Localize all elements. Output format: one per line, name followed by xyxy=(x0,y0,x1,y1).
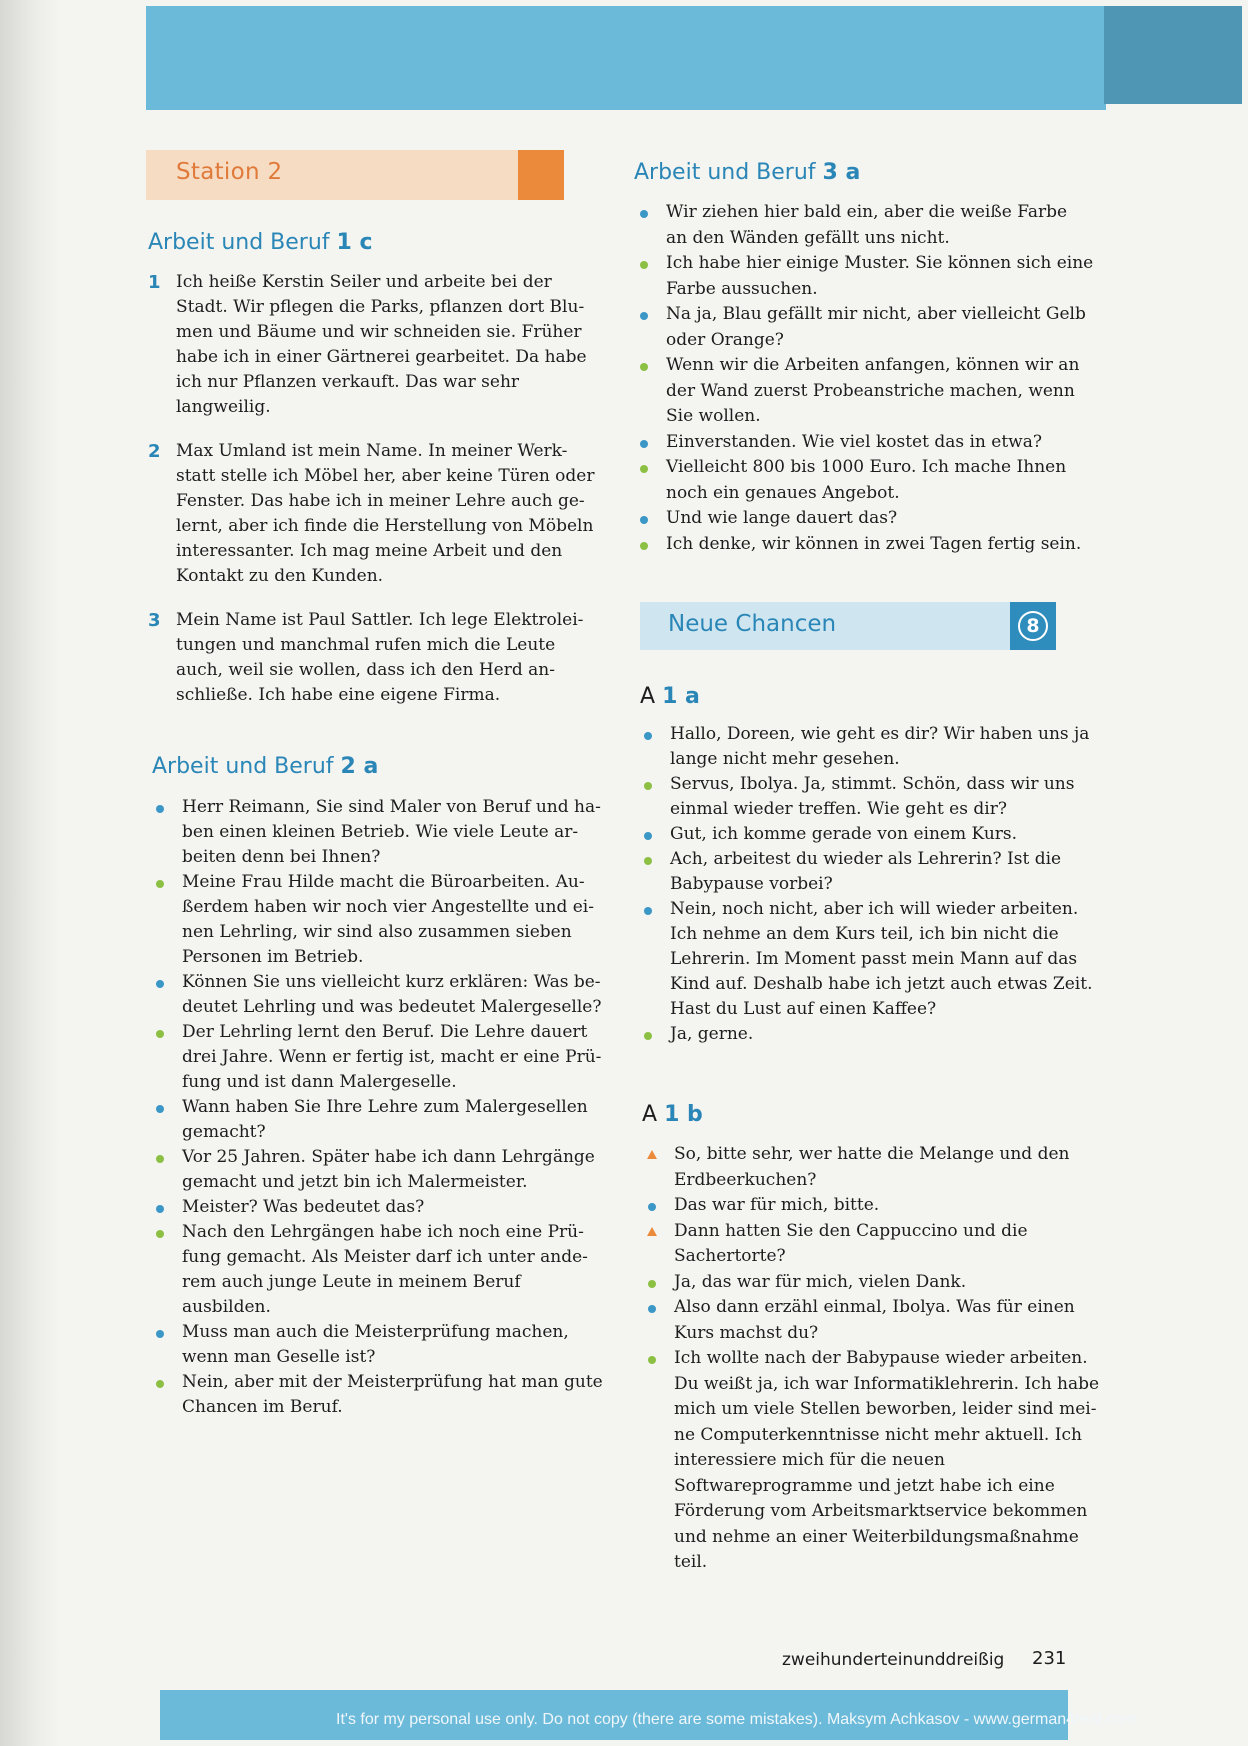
chapter-header xyxy=(640,602,1056,650)
text-line: deutet Lehrling und was bedeutet Malergeselle? xyxy=(182,997,602,1017)
dialog-line xyxy=(674,1193,879,1219)
text-number: 1 xyxy=(148,272,161,293)
dialog-line xyxy=(670,722,1089,772)
dialog-line xyxy=(666,251,1093,302)
green-speaker-dot-icon xyxy=(640,261,648,269)
triangle-speaker-icon xyxy=(647,1150,657,1159)
text-line: Wann haben Sie Ihre Lehre zum Malergesellen xyxy=(182,1097,588,1117)
text-line: Meister? Was bedeutet das? xyxy=(182,1197,425,1217)
page-number-word: zweihunderteinunddreißig xyxy=(782,1650,1005,1670)
blue-speaker-dot-icon xyxy=(156,980,164,988)
station-title: Station 2 xyxy=(176,159,283,185)
blue-speaker-dot-icon xyxy=(640,312,648,320)
book-spine-shadow xyxy=(0,0,60,1746)
dialog-line xyxy=(666,353,1079,430)
blue-speaker-dot-icon xyxy=(640,516,648,524)
top-color-band-corner xyxy=(1104,6,1242,104)
text-line: gemacht und jetzt bin ich Malermeister. xyxy=(182,1172,528,1192)
text-line: Wir ziehen hier bald ein, aber die weiße Farbe xyxy=(666,202,1068,222)
station-header xyxy=(146,150,564,200)
green-speaker-dot-icon xyxy=(644,857,652,865)
text-line: gemacht? xyxy=(182,1122,266,1142)
dialog-line xyxy=(182,1370,603,1420)
text-line: lernt, aber ich finde die Herstellung von Möbeln xyxy=(176,516,594,536)
heading-arbeit-und-beruf-2a xyxy=(152,754,378,779)
heading-prefix: Arbeit und Beruf xyxy=(148,230,330,255)
text-line: Herr Reimann, Sie sind Maler von Beruf und ha- xyxy=(182,797,601,817)
blue-speaker-dot-icon xyxy=(156,1105,164,1113)
green-speaker-dot-icon xyxy=(648,1356,656,1364)
text-line: Max Umland ist mein Name. In meiner Werk- xyxy=(176,441,568,461)
text-line: interessiere mich für die neuen xyxy=(674,1450,945,1470)
text-line: mich um viele Stellen beworben, leider sind mei- xyxy=(674,1399,1097,1419)
text-line: Na ja, Blau gefällt mir nicht, aber vielleicht Gelb xyxy=(666,304,1086,324)
text-line: Ja, das war für mich, vielen Dank. xyxy=(674,1271,967,1292)
text-line: Ich wollte nach der Babypause wieder arbeiten. xyxy=(674,1348,1088,1368)
text-line: Der Lehrling lernt den Beruf. Die Lehre dauert xyxy=(182,1022,588,1042)
watermark-text: It's for my personal use only. Do not copy (there are some mistakes). Maksym Achkasov - www.german4real.com xyxy=(336,1711,1137,1728)
text-line: fung gemacht. Als Meister darf ich unter ande- xyxy=(182,1247,588,1267)
dialog-line xyxy=(674,1295,1075,1346)
green-speaker-dot-icon xyxy=(156,1380,164,1388)
text-line: habe ich in einer Gärtnerei gearbeitet. Da habe xyxy=(176,347,587,367)
text-line: Kurs machst du? xyxy=(674,1322,819,1343)
blue-speaker-dot-icon xyxy=(648,1305,656,1313)
chapter-number-box xyxy=(1010,602,1056,650)
text-line: Softwareprogramme und jetzt habe ich eine xyxy=(674,1475,1055,1496)
heading-exercise-number: 3 a xyxy=(822,160,861,185)
text-line: an den Wänden gefällt uns nicht. xyxy=(666,227,950,248)
text-line: schließe. Ich habe eine eigene Firma. xyxy=(176,685,501,705)
green-speaker-dot-icon xyxy=(156,1155,164,1163)
text-line: So, bitte sehr, wer hatte die Melange und den xyxy=(674,1144,1070,1164)
heading-prefix: Arbeit und Beruf xyxy=(152,754,334,779)
text-line: Erdbeerkuchen? xyxy=(674,1169,817,1190)
text-line: langweilig. xyxy=(176,397,271,417)
blue-speaker-dot-icon xyxy=(640,210,648,218)
text-line: Chancen im Beruf. xyxy=(182,1397,343,1417)
dialog-line xyxy=(674,1142,1069,1193)
heading-prefix: Arbeit und Beruf xyxy=(634,160,816,185)
text-line: Sie wollen. xyxy=(666,406,761,426)
text-line: Farbe aussuchen. xyxy=(666,278,818,299)
heading-exercise-number: 1 c xyxy=(336,230,373,255)
green-speaker-dot-icon xyxy=(640,542,648,550)
dialog-line xyxy=(182,870,594,970)
text-line: Nein, noch nicht, aber ich will wieder arbeiten. xyxy=(670,899,1079,919)
numbered-text xyxy=(148,608,584,708)
station-accent-bar xyxy=(518,150,564,200)
text-line: Ich nehme an dem Kurs teil, ich bin nicht die xyxy=(670,924,1059,944)
text-line: men und Bäume und wir schneiden sie. Früher xyxy=(176,322,582,342)
text-line: Babypause vorbei? xyxy=(670,874,833,894)
text-line: Sachertorte? xyxy=(674,1246,786,1266)
text-line: Ich denke, wir können in zwei Tagen fertig sein. xyxy=(666,533,1082,554)
text-line: Lehrerin. Im Moment passt mein Mann auf das xyxy=(670,949,1078,969)
heading-prefix: A xyxy=(640,684,656,709)
dialog-line xyxy=(670,772,1074,822)
text-line: Servus, Ibolya. Ja, stimmt. Schön, dass wir uns xyxy=(670,774,1075,794)
dialog-line xyxy=(670,822,1017,847)
dialog-line xyxy=(674,1346,1099,1576)
blue-speaker-dot-icon xyxy=(648,1203,656,1211)
text-line: lange nicht mehr gesehen. xyxy=(670,749,900,769)
dialog-line xyxy=(670,897,1092,1022)
text-line: ich nur Pflanzen verkauft. Das war sehr xyxy=(176,372,520,392)
text-line: Vielleicht 800 bis 1000 Euro. Ich mache Ihnen xyxy=(666,457,1067,477)
heading-arbeit-und-beruf-1c xyxy=(148,230,373,255)
dialog-line xyxy=(182,795,601,870)
text-line: Dann hatten Sie den Cappuccino und die xyxy=(674,1220,1028,1241)
green-speaker-dot-icon xyxy=(156,1030,164,1038)
dialog-line xyxy=(182,1145,595,1195)
green-speaker-dot-icon xyxy=(640,363,648,371)
text-line: Kind auf. Deshalb habe ich jetzt auch etwas Zeit. xyxy=(670,974,1093,994)
dialog-line xyxy=(666,430,1042,456)
text-line: ben einen kleinen Betrieb. Wie viele Leute ar- xyxy=(182,822,579,842)
text-line: Also dann erzähl einmal, Ibolya. Was für einen xyxy=(674,1297,1075,1317)
text-line: interessanter. Ich mag meine Arbeit und den xyxy=(176,541,563,561)
text-line: oder Orange? xyxy=(666,329,784,350)
heading-a1a xyxy=(640,684,700,709)
green-speaker-dot-icon xyxy=(648,1280,656,1288)
text-line: Vor 25 Jahren. Später habe ich dann Lehrgänge xyxy=(182,1147,595,1167)
blue-speaker-dot-icon xyxy=(644,907,652,915)
chapter-title: Neue Chancen xyxy=(668,611,837,637)
green-speaker-dot-icon xyxy=(156,880,164,888)
text-line: tungen und manchmal rufen mich die Leute xyxy=(176,635,556,655)
dialog-line xyxy=(182,1320,569,1370)
dialog-line xyxy=(666,532,1081,558)
green-speaker-dot-icon xyxy=(640,465,648,473)
text-line: Ich habe hier einige Muster. Sie können sich eine xyxy=(666,253,1094,273)
text-line: Fenster. Das habe ich in meiner Lehre auch ge- xyxy=(176,491,585,511)
text-line: wenn man Geselle ist? xyxy=(182,1347,376,1367)
blue-speaker-dot-icon xyxy=(156,1205,164,1213)
heading-a1b xyxy=(642,1102,703,1127)
dialog-line xyxy=(674,1219,1028,1270)
text-line: Können Sie uns vielleicht kurz erklären: Was be- xyxy=(182,972,601,992)
dialog-line xyxy=(182,1220,588,1320)
text-line: Mein Name ist Paul Sattler. Ich lege Elektrolei- xyxy=(176,610,584,630)
blue-speaker-dot-icon xyxy=(156,805,164,813)
text-line: ausbilden. xyxy=(182,1297,271,1317)
dialog-line xyxy=(670,847,1061,897)
text-line: Und wie lange dauert das? xyxy=(666,508,898,528)
heading-arbeit-und-beruf-3a xyxy=(634,160,860,185)
text-line: Förderung vom Arbeitsmarktservice bekommen xyxy=(674,1501,1088,1521)
text-line: noch ein genaues Angebot. xyxy=(666,482,900,503)
text-line: rem auch junge Leute in meinem Beruf xyxy=(182,1272,521,1292)
text-line: ne Computerkenntnisse nicht mehr aktuell. Ich xyxy=(674,1424,1082,1445)
numbered-text xyxy=(148,270,587,420)
text-line: Muss man auch die Meisterprüfung machen, xyxy=(182,1322,569,1342)
triangle-speaker-icon xyxy=(647,1227,657,1236)
text-line: auch, weil sie wollen, dass ich den Herd an- xyxy=(176,660,555,680)
heading-exercise-number: 2 a xyxy=(340,754,379,779)
text-line: Nach den Lehrgängen habe ich noch eine Prü- xyxy=(182,1222,584,1242)
text-line: Personen im Betrieb. xyxy=(182,947,364,967)
blue-speaker-dot-icon xyxy=(156,1330,164,1338)
text-line: teil. xyxy=(674,1552,708,1572)
text-line: fung und ist dann Malergeselle. xyxy=(182,1072,457,1092)
heading-prefix: A xyxy=(642,1102,658,1127)
dialog-line xyxy=(666,302,1086,353)
page-number: 231 xyxy=(1032,1648,1067,1669)
dialog-line xyxy=(666,455,1066,506)
text-line: Stadt. Wir pflegen die Parks, pflanzen dort Blu- xyxy=(176,297,585,317)
text-line: Nein, aber mit der Meisterprüfung hat man gute xyxy=(182,1372,603,1392)
text-line: einmal wieder treffen. Wie geht es dir? xyxy=(670,799,1007,819)
text-number: 3 xyxy=(148,610,161,631)
dialog-line xyxy=(182,970,601,1020)
dialog-line xyxy=(666,200,1067,251)
green-speaker-dot-icon xyxy=(156,1230,164,1238)
dialog-line xyxy=(182,1095,588,1145)
text-line: Das war für mich, bitte. xyxy=(674,1195,880,1215)
text-line: nen Lehrling, wir sind also zusammen sieben xyxy=(182,922,572,942)
blue-speaker-dot-icon xyxy=(644,832,652,840)
text-line: Wenn wir die Arbeiten anfangen, können wir an xyxy=(666,355,1080,375)
top-color-band xyxy=(146,6,1106,110)
dialog-line xyxy=(182,1020,601,1095)
text-line: ßerdem haben wir noch vier Angestellte und ei- xyxy=(182,897,594,917)
text-line: Kontakt zu den Kunden. xyxy=(176,566,384,586)
text-line: Hallo, Doreen, wie geht es dir? Wir haben uns ja xyxy=(670,724,1090,744)
text-line: Meine Frau Hilde macht die Büroarbeiten. Au- xyxy=(182,872,585,892)
blue-speaker-dot-icon xyxy=(640,440,648,448)
text-line: der Wand zuerst Probeanstriche machen, wenn xyxy=(666,380,1075,401)
heading-exercise-number: 1 a xyxy=(662,684,700,709)
green-speaker-dot-icon xyxy=(644,1032,652,1040)
green-speaker-dot-icon xyxy=(644,782,652,790)
text-line: Hast du Lust auf einen Kaffee? xyxy=(670,999,937,1019)
text-line: beiten denn bei Ihnen? xyxy=(182,847,381,867)
blue-speaker-dot-icon xyxy=(644,732,652,740)
text-line: Ach, arbeitest du wieder als Lehrerin? Ist die xyxy=(670,849,1062,869)
text-line: und nehme an einer Weiterbildungsmaßnahme xyxy=(674,1526,1079,1547)
text-line: Ja, gerne. xyxy=(670,1024,754,1044)
dialog-line xyxy=(670,1022,753,1047)
dialog-line xyxy=(666,506,897,532)
text-line: Gut, ich komme gerade von einem Kurs. xyxy=(670,824,1018,844)
text-line: statt stelle ich Möbel her, aber keine Türen oder xyxy=(176,466,595,486)
dialog-line xyxy=(674,1270,966,1296)
text-line: Ich heiße Kerstin Seiler und arbeite bei der xyxy=(176,272,552,292)
numbered-text xyxy=(148,439,595,589)
text-line: drei Jahre. Wenn er fertig ist, macht er eine Prü- xyxy=(182,1047,602,1067)
text-line: Einverstanden. Wie viel kostet das in etwa? xyxy=(666,431,1042,452)
text-number: 2 xyxy=(148,441,161,462)
heading-exercise-number: 1 b xyxy=(664,1102,703,1127)
dialog-line xyxy=(182,1195,424,1220)
chapter-number: 8 xyxy=(1018,611,1048,641)
text-line: Du weißt ja, ich war Informatiklehrerin. Ich habe xyxy=(674,1373,1100,1394)
